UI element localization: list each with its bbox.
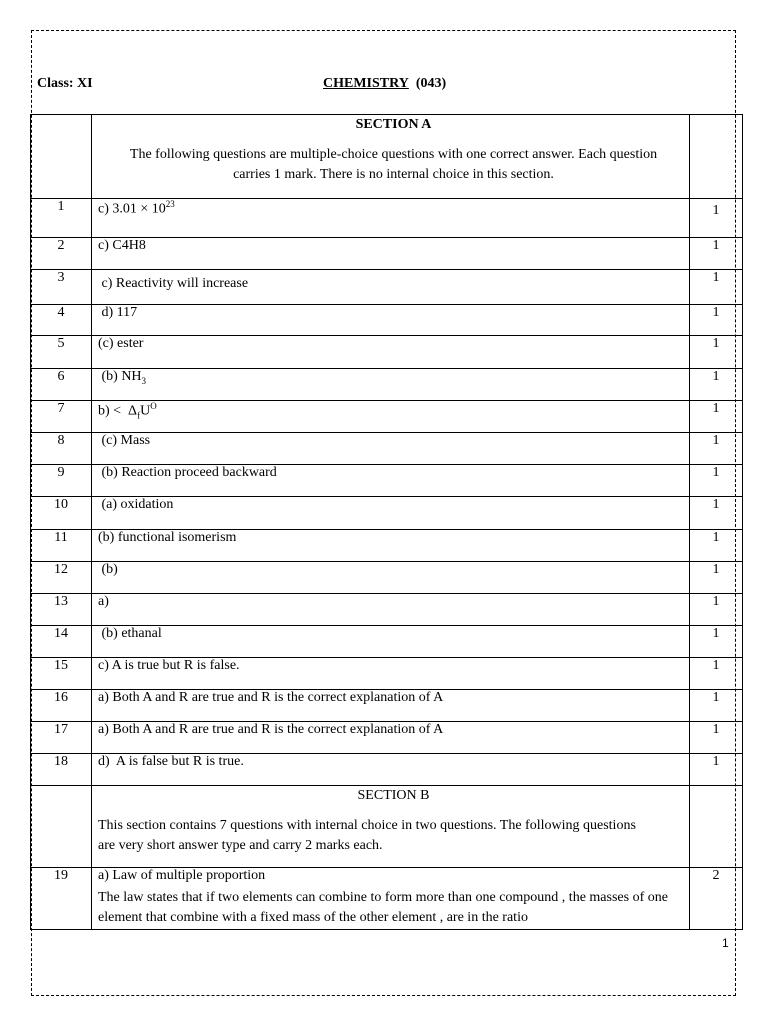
table-row: [31, 722, 743, 754]
question-number: 5: [31, 336, 92, 369]
table-row: [31, 305, 743, 336]
question-number: 3: [31, 270, 92, 305]
marks: 1: [690, 270, 743, 305]
answer-text: (b) Reaction proceed backward: [92, 465, 690, 497]
answer-text: a) Both A and R are true and R is the correct explanation of A: [92, 722, 690, 754]
answer-text: $b) < \Delta_fU^O$: [92, 401, 690, 433]
answer-text: (c) ester: [92, 336, 690, 369]
table-row: [31, 336, 743, 369]
table-row: [31, 658, 743, 690]
section-a-instructions: The following questions are multiple-choice questions with one correct answer. Each question carries 1 mark. There is no internal choice in this section.: [129, 147, 658, 182]
answer-table: [30, 114, 743, 930]
q19-heading: a) Law of multiple proportion: [98, 868, 266, 883]
question-number: 16: [31, 690, 92, 722]
marks: 1: [690, 754, 743, 786]
answer-text: c) Reactivity will increase: [92, 270, 690, 305]
question-number: 15: [31, 658, 92, 690]
marks: 1: [690, 238, 743, 270]
question-number: 10: [31, 497, 92, 530]
question-number: 8: [31, 433, 92, 465]
subject-heading: [323, 76, 446, 92]
table-row: [31, 497, 743, 530]
section-a-title: SECTION A: [355, 117, 432, 132]
table-row: [31, 594, 743, 626]
answer-text: (b) ethanal: [92, 626, 690, 658]
question-number: 19: [31, 868, 92, 930]
table-row: [31, 754, 743, 786]
question-number: 9: [31, 465, 92, 497]
question-number: 1: [31, 199, 92, 238]
marks: 1: [690, 658, 743, 690]
marks: 1: [690, 562, 743, 594]
answer-text: (b): [92, 562, 690, 594]
question-number: 12: [31, 562, 92, 594]
question-number: 4: [31, 305, 92, 336]
table-row: [31, 433, 743, 465]
marks: 1: [690, 199, 743, 238]
question-number: 13: [31, 594, 92, 626]
marks: 2: [690, 868, 743, 930]
marks: 1: [690, 626, 743, 658]
marks: 1: [690, 401, 743, 433]
marks: 1: [690, 530, 743, 562]
answer-text: (b) functional isomerism: [92, 530, 690, 562]
question-number: 7: [31, 401, 92, 433]
table-row: [31, 530, 743, 562]
page-number: 1: [722, 936, 729, 950]
marks: 1: [690, 722, 743, 754]
marks: 1: [690, 305, 743, 336]
marks: 1: [690, 497, 743, 530]
answer-text: c) C4H8: [92, 238, 690, 270]
q19-body: The law states that if two elements can combine to form more than one compound , the masses of one element that combine with a fixed mass of the other element , are in the ratio: [98, 890, 668, 925]
answer-text: a) Both A and R are true and R is the correct explanation of A: [92, 690, 690, 722]
marks: 1: [690, 690, 743, 722]
marks: 1: [690, 465, 743, 497]
table-row: [31, 690, 743, 722]
answer-text: c) A is true but R is false.: [92, 658, 690, 690]
answer-text: (a) oxidation: [92, 497, 690, 530]
answer-text: [92, 868, 690, 930]
question-number: 17: [31, 722, 92, 754]
table-row: [31, 199, 743, 238]
question-number: 18: [31, 754, 92, 786]
table-row: [31, 401, 743, 433]
table-row: [31, 626, 743, 658]
subject-name: CHEMISTRY: [323, 76, 409, 91]
marks: 1: [690, 433, 743, 465]
subject-code: (043): [415, 76, 447, 91]
answer-text: d) A is false but R is true.: [92, 754, 690, 786]
class-label: Class: XI: [37, 76, 93, 91]
table-row: [31, 238, 743, 270]
question-number: 2: [31, 238, 92, 270]
answer-text: a): [92, 594, 690, 626]
answer-text: (b) $NH_3$: [92, 369, 690, 401]
table-row: [31, 868, 743, 930]
section-a-header-row: [31, 115, 743, 199]
table-row: [31, 369, 743, 401]
question-number: 11: [31, 530, 92, 562]
answer-text: c) $3.01 \times 10^{23}$: [92, 199, 690, 238]
table-row: [31, 270, 743, 305]
table-row: [31, 562, 743, 594]
answer-text: (c) Mass: [92, 433, 690, 465]
question-number: 14: [31, 626, 92, 658]
table-row: [31, 465, 743, 497]
question-number: 6: [31, 369, 92, 401]
marks: 1: [690, 336, 743, 369]
section-b-header-row: [31, 786, 743, 868]
marks: 1: [690, 594, 743, 626]
section-b-title: SECTION B: [357, 788, 430, 803]
answer-text: d) 117: [92, 305, 690, 336]
marks: 1: [690, 369, 743, 401]
section-b-instructions: This section contains 7 questions with internal choice in two questions. The following questions are very short answer type and carry 2 marks each.: [98, 818, 636, 853]
